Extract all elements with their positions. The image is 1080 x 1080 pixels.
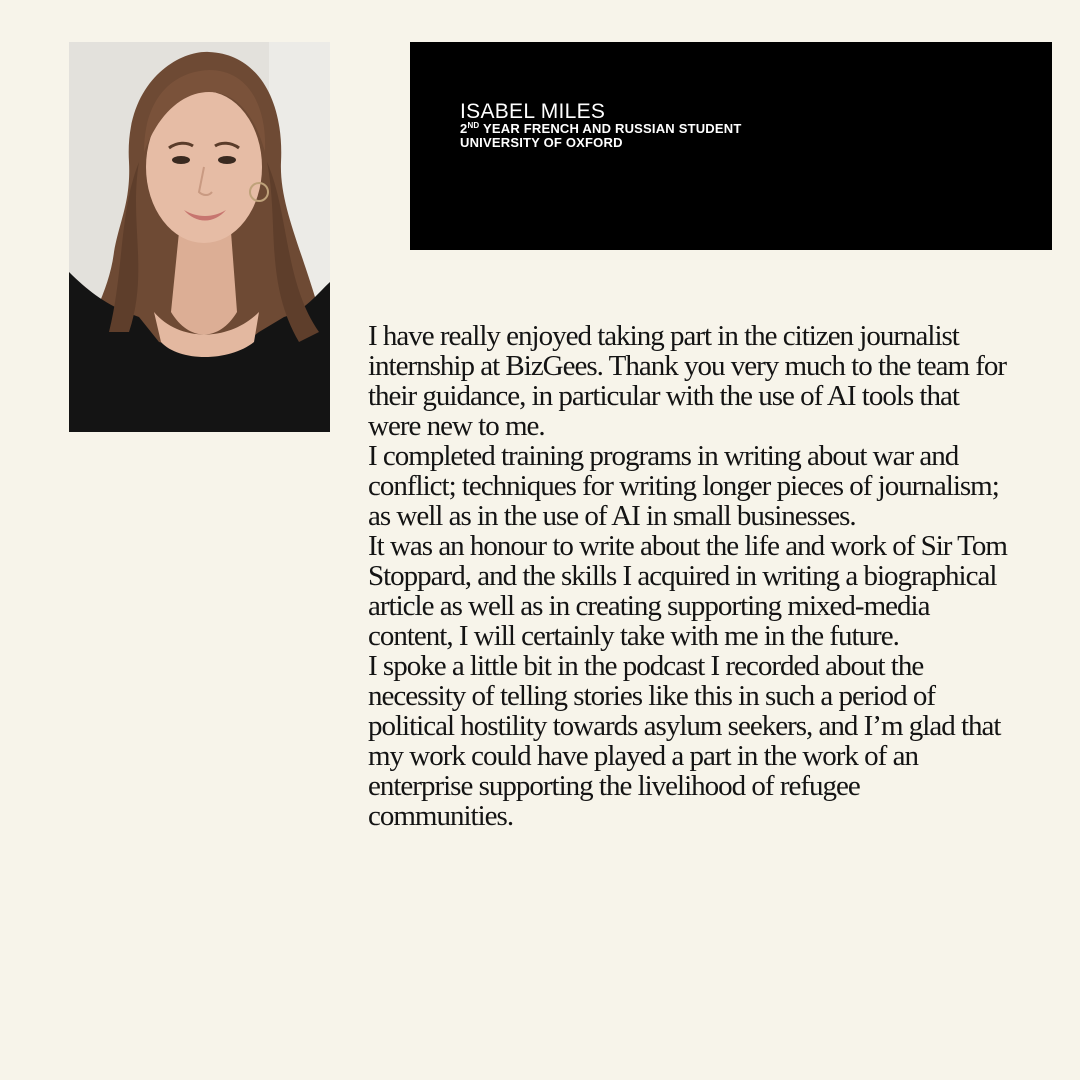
- year-suffix: ND: [467, 121, 480, 130]
- testimonial-paragraph: I have really enjoyed taking part in the citizen journalist internship at BizGees. Thank you very much to the team for their guidance, in particular with the use of AI tools that were new to me.: [368, 320, 1007, 442]
- portrait-photo-icon: [69, 42, 330, 432]
- testimonial-paragraph: It was an honour to write about the life and work of Sir Tom Stoppard, and the skills I acquired in writing a biographical article as well as in creating supporting mixed-media content, I will certainly take with me in the future.: [368, 530, 1007, 652]
- course-text: YEAR FRENCH AND RUSSIAN STUDENT: [479, 121, 742, 136]
- testimonial-paragraph: I spoke a little bit in the podcast I recorded about the necessity of telling stories like this in such a period of political hostility towards asylum seekers, and I’m glad that my work could have played a part in the work of an enterprise supporting the livelihood of refugee communities.: [368, 650, 1001, 832]
- testimonial-paragraph: I completed training programs in writing about war and conflict; techniques for writing longer pieces of journalism; as well as in the use of AI in small businesses.: [368, 440, 999, 532]
- course-line: [460, 122, 742, 136]
- testimonial-text: [368, 321, 1008, 831]
- year-number: 2: [460, 121, 468, 136]
- name-card: [410, 42, 1052, 250]
- person-name: ISABEL MILES: [460, 100, 606, 123]
- name-block: [460, 101, 742, 150]
- university-line: UNIVERSITY OF OXFORD: [460, 135, 623, 150]
- profile-photo: [69, 42, 330, 432]
